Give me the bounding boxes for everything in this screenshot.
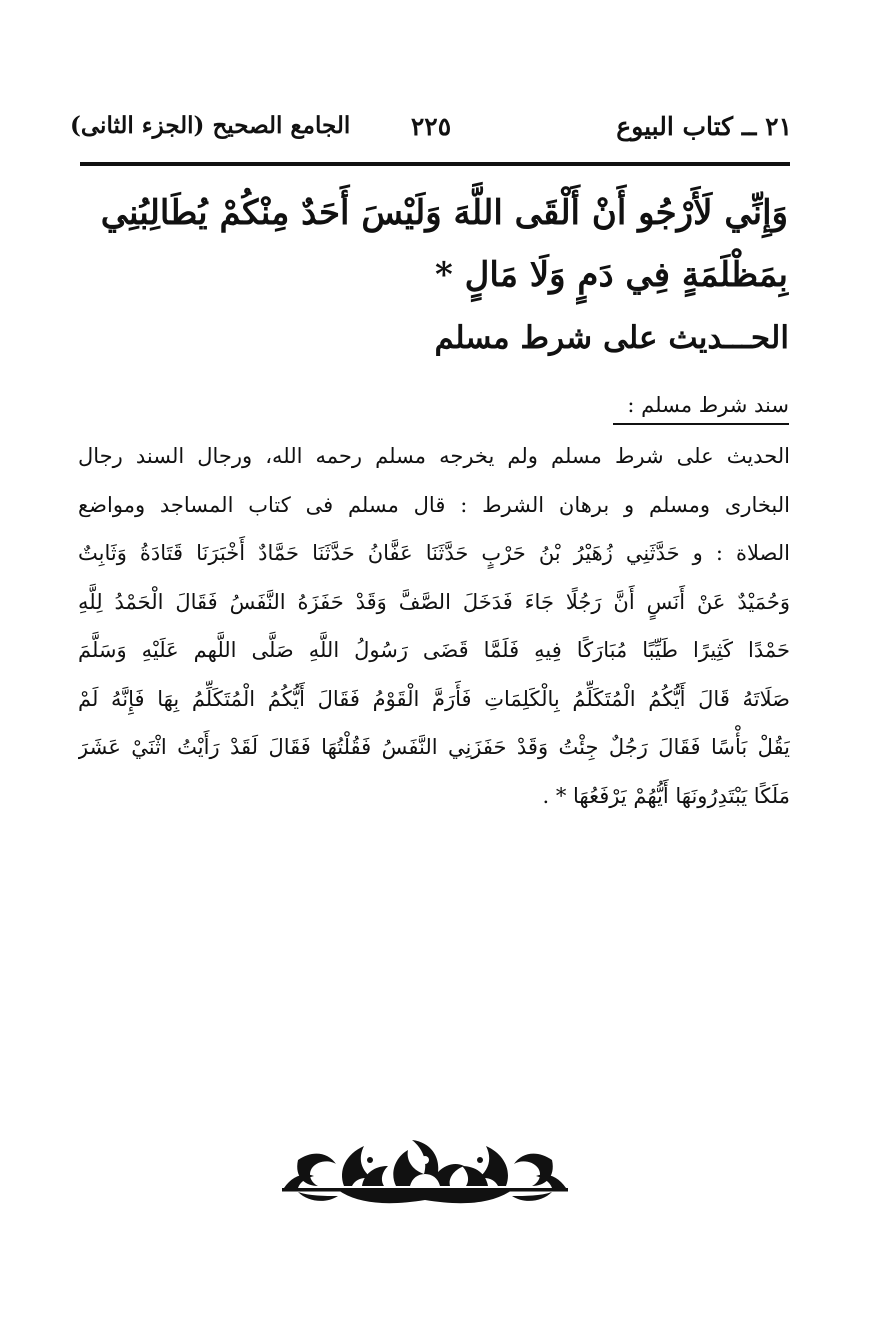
- body-line: البخارى ومسلم و برهان الشرط : قال مسلم فى كتاب المساجد ومواضع: [78, 492, 790, 517]
- body-line: صَلَاتَهُ قَالَ أَيُّكُمُ الْمُتَكَلِّمُ بِالْكَلِمَاتِ فَأَرَمَّ الْقَوْمُ فَقَالَ أَيُّكُمُ الْمُتَكَلِّمُ بِهَا فَإِنَّهُ لَمْ: [78, 686, 790, 711]
- body-line: مَلَكًا يَبْتَدِرُونَهَا أَيُّهُمْ يَرْفَعُهَا * .: [542, 783, 790, 808]
- floral-ornament-icon: [278, 1130, 572, 1210]
- chapter-title: ٢١ ــ كتاب البيوع: [616, 112, 792, 141]
- hadith-verdict-heading: الحـــديث على شرط مسلم: [434, 320, 789, 356]
- body-line: الصلاة : و حَدَّثَنِي زُهَيْرُ بْنُ حَرْبٍ حَدَّثَنَا عَفَّانُ حَدَّثَنَا حَمَّادٌ أَخْبَرَنَا قَتَادَةُ وَثَابِتٌ: [78, 541, 790, 565]
- page-number: ٢٢٥: [410, 112, 452, 141]
- body-line: وَحُمَيْدٌ عَنْ أَنَسٍ أَنَّ رَجُلًا جَاءَ فَدَخَلَ الصَّفَّ وَقَدْ حَفَزَهُ النَّفَسُ فَقَالَ الْحَمْدُ لِلَّهِ: [78, 589, 790, 614]
- body-line: حَمْدًا كَثِيرًا طَيِّبًا مُبَارَكًا فِيهِ فَلَمَّا قَضَى رَسُولُ اللَّهِ صَلَّى اللَّهم عَلَيْهِ وَسَلَّمَ: [78, 638, 790, 662]
- body-line: يَقُلْ بَأْسًا فَقَالَ رَجُلٌ جِئْتُ وَقَدْ حَفَزَنِي النَّفَسُ فَقُلْتُهَا فَقَالَ لَقَدْ رَأَيْتُ اثْنَيْ عَشَرَ: [78, 735, 790, 759]
- book-title: الجامع الصحيح (الجزء الثانى): [70, 112, 351, 139]
- hadith-text: وَإِنِّي لَأَرْجُو أَنْ أَلْقَى اللَّهَ وَلَيْسَ أَحَدٌ مِنْكُمْ يُطَالِبُنِي بِمَظْلَمَةٍ فِي دَمٍ وَلَا مَالٍ *: [100, 193, 788, 295]
- body-line: الحديث على شرط مسلم ولم يخرجه مسلم رحمه الله، ورجال السند رجال: [78, 444, 790, 468]
- body-paragraph: [78, 432, 790, 820]
- sanad-subheading: سند شرط مسلم :: [613, 393, 789, 425]
- running-header: [70, 108, 792, 152]
- header-rule: [80, 162, 790, 166]
